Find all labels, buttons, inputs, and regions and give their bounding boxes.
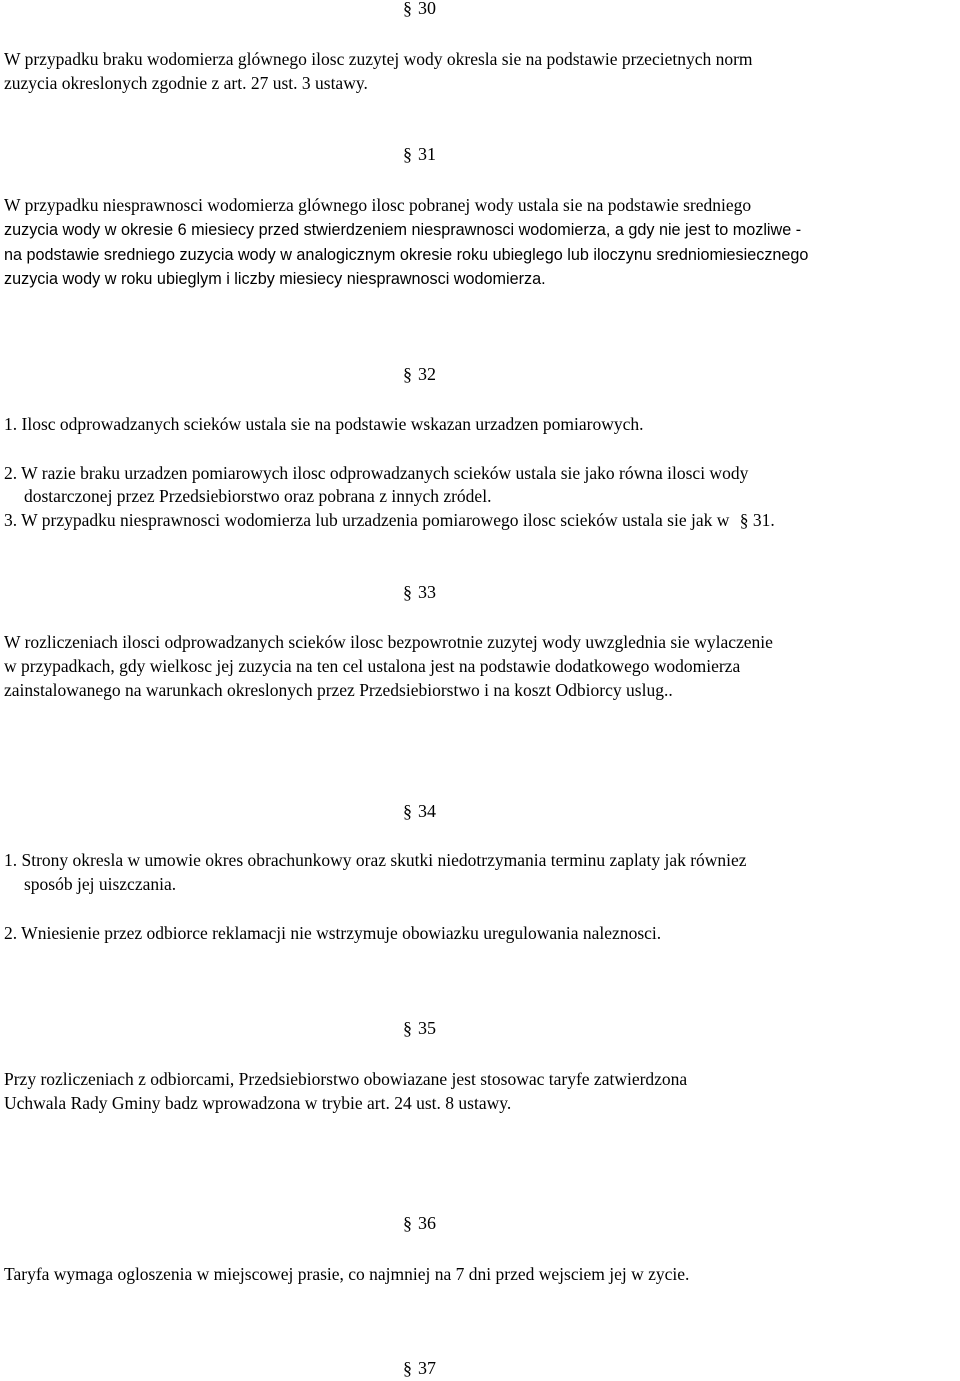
section-symbol: § — [403, 1018, 412, 1038]
paragraph-line: W przypadku niesprawnosci wodomierza glównego ilosc pobranej wody ustala sie na podstawie sredniego — [4, 195, 752, 215]
list-item-2: 2. W razie braku urzadzen pomiarowych ilosc odprowadzanych scieków ustala sie jako równa ilosci wody — [4, 463, 749, 483]
section-number: 37 — [418, 1358, 436, 1378]
section-heading-35 — [403, 1018, 436, 1039]
section-heading-30 — [403, 0, 436, 19]
section-heading-37 — [403, 1358, 436, 1379]
section-number: 34 — [418, 801, 436, 821]
paragraph-line: w przypadkach, gdy wielkosc jej zuzycia na ten cel ustalona jest na podstawie dodatkowego wodomierza — [4, 656, 741, 676]
paragraph-line: zainstalowanego na warunkach okreslonych przez Przedsiebiorstwo i na koszt Odbiorcy uslug.. — [4, 680, 673, 700]
paragraph-line: zuzycia okreslonych zgodnie z art. 27 ust. 3 ustawy. — [4, 73, 368, 93]
section-heading-33 — [403, 582, 436, 603]
section-number: 36 — [418, 1213, 436, 1233]
section-symbol: § — [403, 801, 412, 821]
list-item-3-text: 3. W przypadku niesprawnosci wodomierza lub urzadzenia pomiarowego ilosc scieków ustala sie jak w — [4, 510, 730, 530]
list-item-1-continuation: sposób jej uiszczania. — [24, 874, 177, 894]
section-symbol: § — [403, 1358, 412, 1378]
section-reference: 31. — [752, 510, 775, 530]
list-item-3 — [4, 509, 775, 531]
section-symbol: § — [403, 144, 412, 164]
section-number: 33 — [418, 582, 436, 602]
section-number: 35 — [418, 1018, 436, 1038]
paragraph-line: W przypadku braku wodomierza glównеgo ilosc zuzytej wody okresla sie na podstawie przecietnych norm — [4, 49, 753, 69]
section-symbol: § — [403, 0, 412, 18]
list-item-1: 1. Ilosc odprowadzanych scieków ustala sie na podstawie wskazan urzadzen pomiarowych. — [4, 414, 644, 434]
section-heading-36 — [403, 1213, 436, 1234]
paragraph-line: Taryfa wymaga ogloszenia w miejscowej prasie, co najmniej na 7 dni przed wejsciem jej w zycie. — [4, 1264, 690, 1284]
list-item-2: 2. Wniesienie przez odbiorce reklamacji nie wstrzymuje obowiazku uregulowania naleznosci. — [4, 923, 662, 943]
paragraph-line: Uchwala Rady Gminy badz wprowadzona w trybie art. 24 ust. 8 ustawy. — [4, 1093, 512, 1113]
section-number: 32 — [418, 364, 436, 384]
list-item-2-continuation: dostarczonej przez Przedsiebiorstwo oraz pobrana z innych zródel. — [24, 486, 492, 506]
section-symbol: § — [403, 364, 412, 384]
section-number: 30 — [418, 0, 436, 18]
section-heading-31 — [403, 144, 436, 165]
section-symbol: § — [739, 510, 749, 530]
paragraph-line: zuzycia wody w okresie 6 miesiecy przed stwierdzeniem niesprawnosci wodomierza, a gdy nie jest to mozliwe - — [4, 221, 802, 239]
list-item-1: 1. Strony okresla w umowie okres obrachunkowy oraz skutki niedotrzymania terminu zaplaty jak równiez — [4, 850, 747, 870]
section-heading-32 — [403, 364, 436, 385]
paragraph-line: zuzycia wody w roku ubieglym i liczby miesiecy niesprawnosci wodomierza. — [4, 270, 546, 288]
section-symbol: § — [403, 582, 412, 602]
section-number: 31 — [418, 144, 436, 164]
paragraph-line: Przy rozliczeniach z odbiorcami, Przedsiebiorstwo obowiazane jest stosowac taryfe zatwierdzona — [4, 1069, 688, 1089]
paragraph-line: na podstawie sredniego zuzycia wody w analogicznym okresie roku ubieglego lub iloczynu sredniomiesiecznego — [4, 246, 809, 264]
section-heading-34 — [403, 801, 436, 822]
section-symbol: § — [403, 1213, 412, 1233]
paragraph-line: W rozliczeniach ilosci odprowadzanych scieków ilosc bezpowrotnie zuzytej wody uwzglednia sie wylaczenie — [4, 632, 773, 652]
